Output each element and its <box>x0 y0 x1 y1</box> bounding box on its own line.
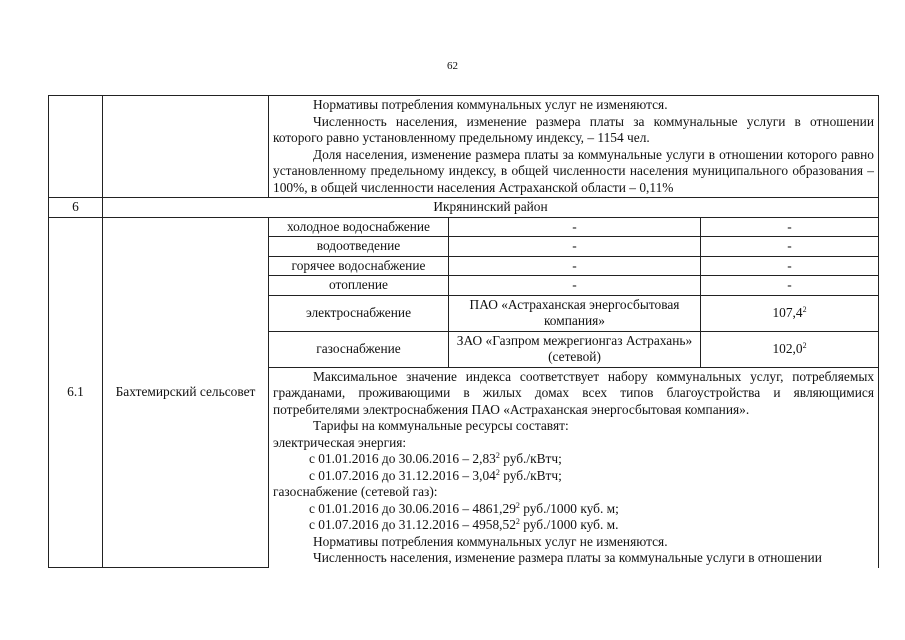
footnote-mark: 2 <box>495 467 500 477</box>
service-name: холодное водоснабжение <box>269 217 449 237</box>
tariff-line <box>273 468 874 485</box>
service-index <box>701 331 879 367</box>
service-provider: - <box>449 217 701 237</box>
table-row <box>49 96 879 198</box>
paragraph: Тарифы на коммунальные ресурсы составят: <box>313 418 569 433</box>
name-cell <box>103 96 269 198</box>
footnote-mark: 2 <box>802 304 807 314</box>
tariff-value: с 01.01.2016 до 30.06.2016 – 2,83 <box>309 451 496 466</box>
footnote-mark: 2 <box>515 500 520 510</box>
tariff-line <box>273 451 874 468</box>
tariff-table <box>48 95 879 568</box>
service-name: электроснабжение <box>269 295 449 331</box>
paragraph: Нормативы потребления коммунальных услуг не изменяются. <box>313 533 668 549</box>
service-index: - <box>701 256 879 276</box>
tariff-label: газоснабжение (сетевой газ): <box>273 484 438 499</box>
section-number: 6 <box>49 198 103 218</box>
service-provider: ПАО «Астраханская энергосбытовая компания» <box>449 295 701 331</box>
paragraph-cut: Численность населения, изменение размера платы за коммунальные услуги в отношении <box>313 550 822 565</box>
entry-number: 6.1 <box>49 217 103 568</box>
footnote-mark: 2 <box>802 340 807 350</box>
tariff-unit: руб./1000 куб. м; <box>519 500 619 516</box>
service-provider: ЗАО «Газпром межрегионгаз Астрахань» (сетевой) <box>449 331 701 367</box>
paragraph: Численность населения, изменение размера платы за коммунальные услуги в отношении которого равно установленному предельному индексу, – 1154 чел. <box>273 113 875 145</box>
tariff-line <box>273 517 874 534</box>
service-provider: - <box>449 237 701 257</box>
service-row <box>49 217 879 237</box>
service-index <box>701 295 879 331</box>
service-index: - <box>701 276 879 296</box>
tariff-unit: руб./1000 куб. м. <box>519 517 619 532</box>
num-cell <box>49 96 103 198</box>
footnote-mark: 2 <box>495 451 500 460</box>
paragraph: Доля населения, изменение размера платы за коммунальные услуги в отношении которого равно установленному предельному индексу, в общей численности населения муниципального образования – 100%, в общей численности населения Астраханской области – 0,11% <box>273 146 875 195</box>
service-name: отопление <box>269 276 449 296</box>
tariff-unit: руб./кВтч; <box>499 451 562 466</box>
tariff-value: с 01.07.2016 до 31.12.2016 – 4958,52 <box>309 517 516 532</box>
index-value: 107,4 <box>772 304 803 320</box>
tariff-value: с 01.01.2016 до 30.06.2016 – 4861,29 <box>309 500 516 516</box>
paragraph: Нормативы потребления коммунальных услуг не изменяются. <box>313 97 668 112</box>
service-name: газоснабжение <box>269 331 449 367</box>
page-number: 62 <box>447 60 458 72</box>
entry-name: Бахтемирский сельсовет <box>103 217 269 568</box>
section-row <box>49 198 879 218</box>
index-value: 102,0 <box>772 340 803 356</box>
tariff-value: с 01.07.2016 до 31.12.2016 – 3,04 <box>309 467 496 483</box>
service-provider: - <box>449 276 701 296</box>
tariff-unit: руб./кВтч; <box>499 467 562 483</box>
service-provider: - <box>449 256 701 276</box>
footnote-mark: 2 <box>515 517 520 526</box>
text-cell <box>269 96 879 198</box>
paragraph: Максимальное значение индекса соответствует набору коммунальных услуг, потребляемых гражданами, проживающими в жилых домах всех типов благоустройства и являющимися потребителями электроснабжения ПАО «Астраханская энергосбытовая компания». <box>273 368 875 417</box>
tariff-line <box>273 501 874 518</box>
service-index: - <box>701 217 879 237</box>
service-name: горячее водоснабжение <box>269 256 449 276</box>
service-index: - <box>701 237 879 257</box>
tariff-label: электрическая энергия: <box>273 434 407 450</box>
text-cell <box>269 367 879 568</box>
section-title: Икрянинский район <box>103 198 879 218</box>
service-name: водоотведение <box>269 237 449 257</box>
